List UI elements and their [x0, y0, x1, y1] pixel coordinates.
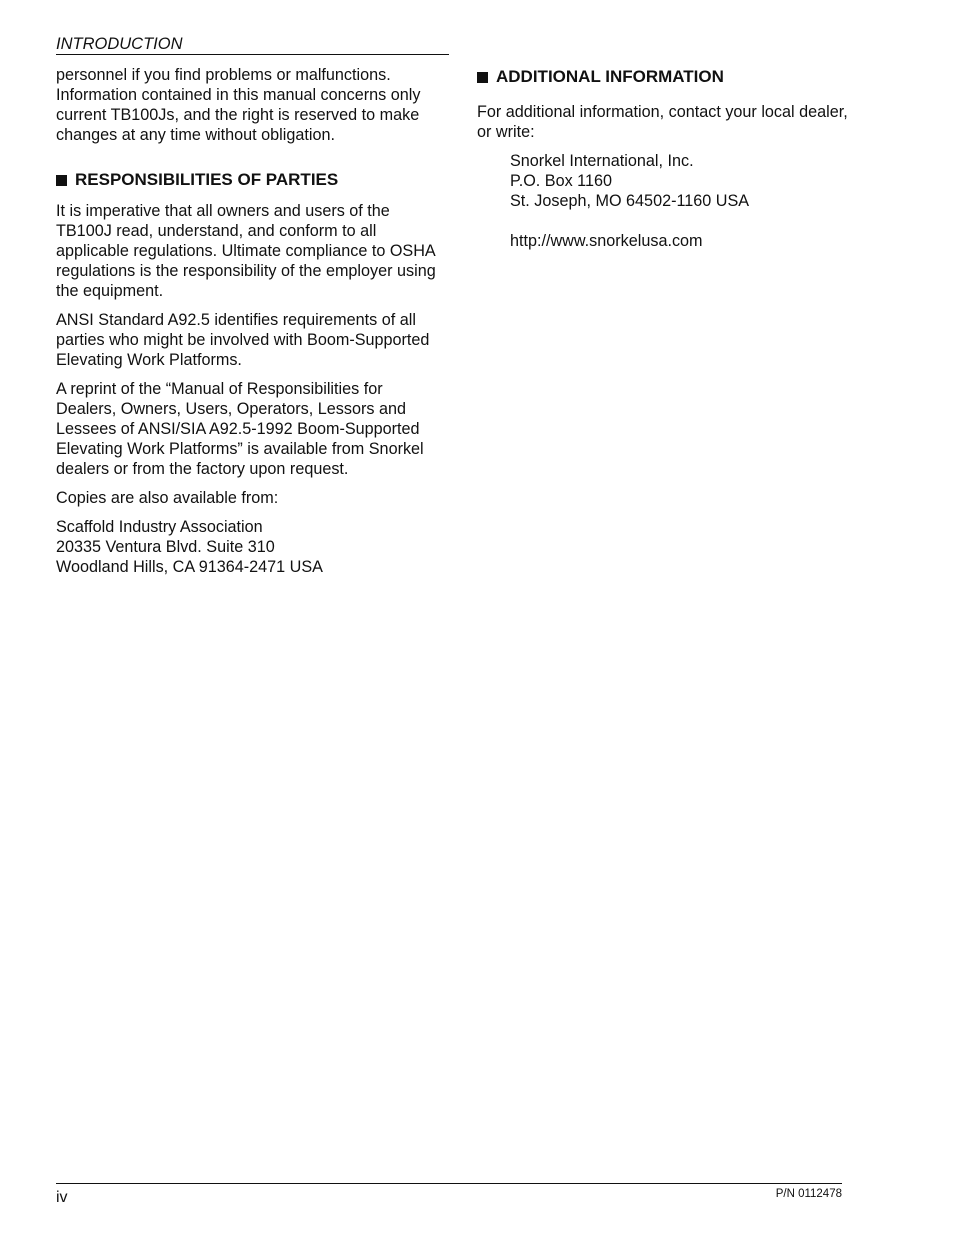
- website-link[interactable]: http://www.snorkelusa.com: [510, 232, 703, 250]
- address-line: 20335 Ventura Blvd. Suite 310: [56, 538, 275, 556]
- part-number: P/N 0112478: [775, 1188, 842, 1200]
- footer-rule: [56, 1183, 842, 1184]
- snorkel-address: [477, 151, 857, 211]
- responsibilities-paragraph-2: ANSI Standard A92.5 identifies requirements of all parties who might be involved with Boom-Supported Elevating Work Platforms.: [56, 311, 430, 369]
- additional-info-heading-text: ADDITIONAL INFORMATION: [496, 67, 724, 86]
- additional-info-paragraph: For additional information, contact your local dealer, or write:: [477, 103, 848, 141]
- address-line: Snorkel International, Inc.: [510, 152, 694, 170]
- square-bullet-icon: [56, 175, 67, 186]
- section-title: INTRODUCTION: [56, 35, 183, 53]
- address-line: St. Joseph, MO 64502-1160 USA: [510, 192, 750, 210]
- responsibilities-paragraph-1: It is imperative that all owners and users of the TB100J read, understand, and conform to all applicable regulations. Ultimate compliance to OSHA regulations is the responsibility of the employer using the equipment.: [56, 202, 436, 300]
- right-column: [477, 67, 857, 260]
- page-header: [56, 35, 449, 55]
- page-number: iv: [56, 1189, 68, 1206]
- additional-info-heading: [477, 67, 857, 87]
- address-line: P.O. Box 1160: [510, 172, 612, 190]
- square-bullet-icon: [477, 72, 488, 83]
- responsibilities-heading: [56, 170, 436, 190]
- left-column: [56, 65, 436, 586]
- responsibilities-paragraph-4: Copies are also available from:: [56, 489, 279, 507]
- responsibilities-heading-text: RESPONSIBILITIES OF PARTIES: [75, 170, 339, 189]
- responsibilities-paragraph-3: A reprint of the “Manual of Responsibilities for Dealers, Owners, Users, Operators, Lessors and Lessees of ANSI/SIA A92.5-1992 Boom-Supported Elevating Work Platforms” is available from Snorkel dealers or from the factory upon request.: [56, 380, 424, 478]
- address-line: Woodland Hills, CA 91364-2471 USA: [56, 558, 323, 576]
- address-line: Scaffold Industry Association: [56, 518, 263, 536]
- intro-paragraph: personnel if you find problems or malfunctions. Information contained in this manual concerns only current TB100Js, and the right is reserved to make changes at any time without obligation.: [56, 66, 421, 144]
- sia-address: [56, 517, 436, 577]
